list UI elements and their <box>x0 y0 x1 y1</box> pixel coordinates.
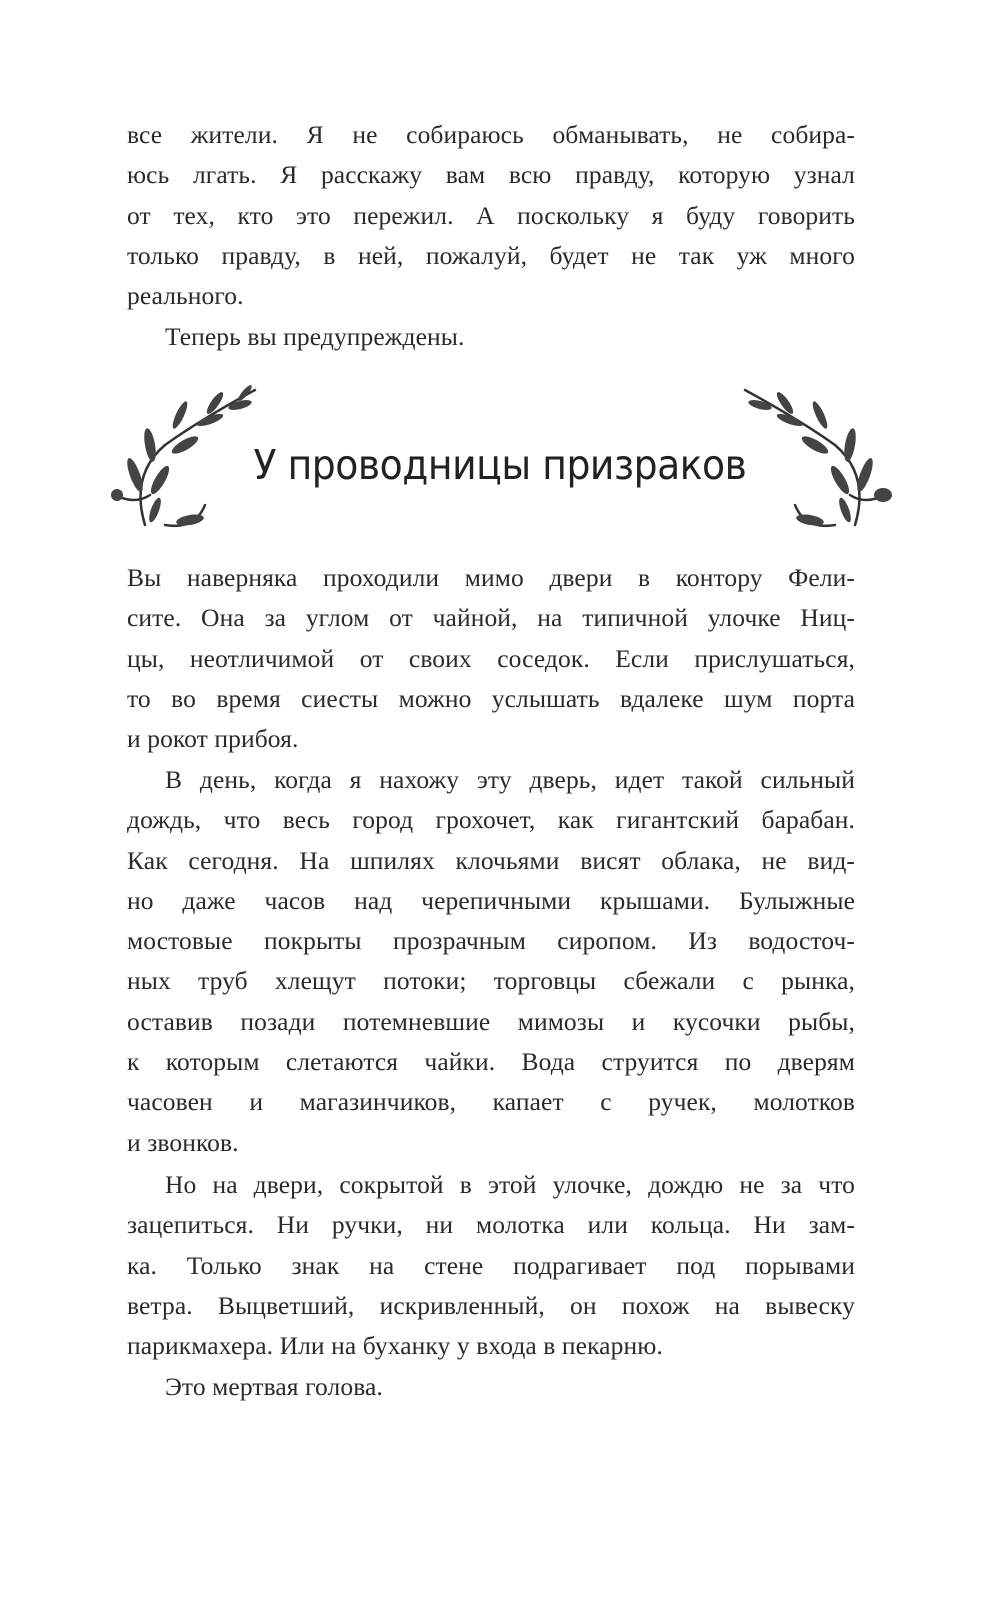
paragraph <box>127 1367 855 1407</box>
text-line: от тех, кто это пережил. А поскольку я буду говорить <box>127 200 855 230</box>
text-line: Это мертвая голова. <box>165 1372 383 1401</box>
text-line: сите. Она за углом от чайной, на типичной улочке Ниц- <box>127 603 855 633</box>
text-line: зацепиться. Ни ручки, ни молотка или кольца. Ни зам- <box>127 1210 855 1240</box>
text-line: все жители. Я не собираюсь обманывать, не собира- <box>127 120 855 149</box>
text-line: ных труб хлещут потоки; торговцы сбежали с рынка, <box>127 966 855 996</box>
text-line: и рокот прибоя. <box>127 724 299 754</box>
text-line: Теперь вы предупреждены. <box>165 322 465 351</box>
text-line: ветра. Выцветший, искривленный, он похож на вывеску <box>127 1290 855 1320</box>
laurel-ornament-icon <box>735 385 895 535</box>
text-line: оставив позади потемневшие мимозы и кусочки рыбы, <box>127 1006 855 1036</box>
paragraph <box>127 317 855 357</box>
text-line: Но на двери, сокрытой в этой улочке, дождю не за что <box>165 1170 855 1199</box>
paragraph <box>127 558 855 759</box>
text-line: к которым слетаются чайки. Вода струится по дверям <box>127 1047 855 1077</box>
chapter-heading <box>100 385 900 535</box>
text-line: Как сегодня. На шпилях клочьями висят облака, не вид- <box>127 845 855 875</box>
text-line: В день, когда я нахожу эту дверь, идет такой сильный <box>165 765 855 794</box>
text-line: ка. Только знак на стене подрагивает под порывами <box>127 1250 855 1280</box>
text-line: юсь лгать. Я расскажу вам всю правду, которую узнал <box>127 160 855 190</box>
paragraph <box>127 1165 855 1366</box>
text-line: и звонков. <box>127 1127 239 1157</box>
text-line: Вы наверняка проходили мимо двери в контору Фели- <box>127 563 855 592</box>
text-line: только правду, в ней, пожалуй, будет не так уж много <box>127 240 855 270</box>
text-line: цы, неотличимой от своих соседок. Если прислушаться, <box>127 643 855 673</box>
chapter-title: У проводницы призраков <box>253 441 747 489</box>
paragraph <box>127 115 855 316</box>
text-line: то во время сиесты можно услышать вдалеке шум порта <box>127 683 855 713</box>
text-line: реального. <box>127 281 244 311</box>
paragraph <box>127 760 855 1163</box>
text-line: часовен и магазинчиков, капает с ручек, молотков <box>127 1087 855 1117</box>
text-line: мостовые покрыты прозрачным сиропом. Из водосточ- <box>127 926 855 956</box>
text-line: дождь, что весь город грохочет, как гигантский барабан. <box>127 805 855 835</box>
text-line: парикмахера. Или на буханку у входа в пекарню. <box>127 1331 663 1361</box>
text-line: но даже часов над черепичными крышами. Булыжные <box>127 885 855 915</box>
